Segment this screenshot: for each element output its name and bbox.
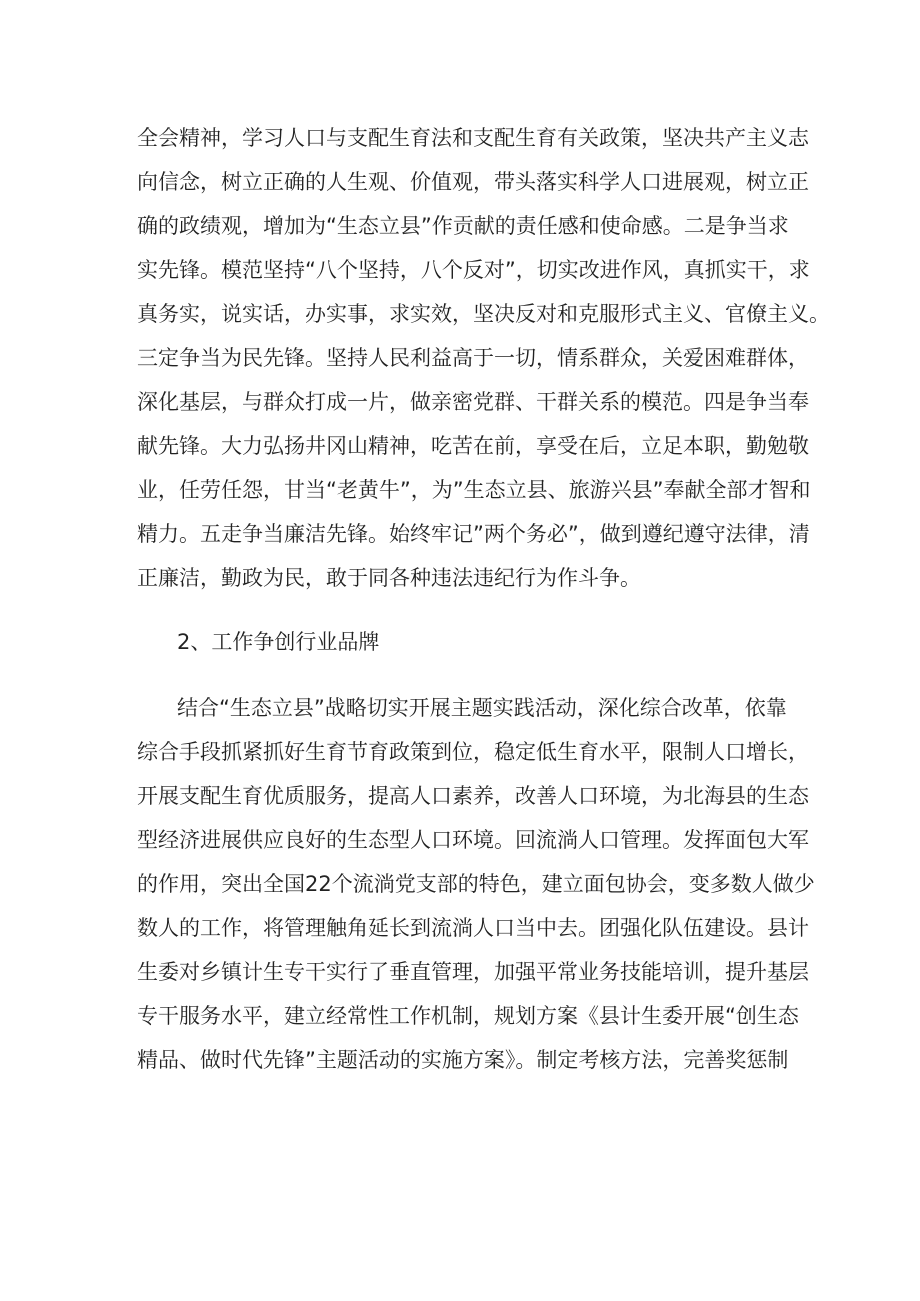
paragraph-pioneer-duties (137, 116, 830, 600)
text-line: 献先锋。大力弘扬井冈山精神，吃苦在前，享受在后，立足本职，勤勉敬 (137, 434, 809, 458)
document-body (137, 116, 830, 1082)
text-line: 业，任劳任怨，甘当“老黄牛”，为”生态立县、旅游兴县”奉献全部才智和 (137, 478, 811, 502)
text-line: 综合手段抓紧抓好生育节育政策到位，稳定低生育水平，限制人口增长， (137, 740, 809, 764)
text-line: 正廉洁，勤政为民，敢于同各种违法违纪行为作斗争。 (137, 566, 641, 590)
text-line: 结合“生态立县”战略切实开展主题实践活动，深化综合改革，依靠 (177, 696, 787, 720)
text-line: 深化基层，与群众打成一片，做亲密党群、干群关系的模范。四是争当奉 (137, 390, 809, 414)
text-line: 开展支配生育优质服务，提高人口素养，改善人口环境，为北海县的生态 (137, 784, 809, 808)
text-line: 型经济进展供应良好的生态型人口环境。回流淌人口管理。发挥面包大军 (137, 828, 809, 852)
text-line: 全会精神，学习人口与支配生育法和支配生育有关政策，坚决共产主义志 (137, 126, 809, 150)
text-line: 的作用，突出全国22个流淌党支部的特色，建立面包协会，变多数人做少 (137, 872, 815, 896)
text-line: 确的政绩观，增加为“生态立县”作贡献的责任感和使命感。二是争当求 (137, 214, 789, 238)
text-line: 精品、做时代先锋”主题活动的实施方案》。制定考核方法，完善奖惩制 (137, 1048, 789, 1072)
paragraph-brand-work (137, 686, 815, 1082)
text-line: 三定争当为民先锋。坚持人民利益高于一切，情系群众，关爱困难群体， (137, 346, 809, 370)
section-heading: 2、工作争创行业品牌 (177, 630, 380, 654)
text-line: 数人的工作，将管理触角延长到流淌人口当中去。团强化队伍建设。县计 (137, 916, 809, 940)
text-line: 专干服务水平，建立经常性工作机制，规划方案《县计生委开展“创生态 (137, 1004, 799, 1028)
text-line: 实先锋。模范坚持“八个坚持，八个反对”，切实改进作风，真抓实干，求 (137, 258, 810, 282)
text-line: 精力。五走争当廉洁先锋。始终牢记”两个务必”，做到遵纪遵守法律，清 (137, 522, 810, 546)
text-line: 向信念，树立正确的人生观、价值观，带头落实科学人口进展观，树立正 (137, 170, 809, 194)
text-line: 生委对乡镇计生专干实行了垂直管理，加强平常业务技能培训，提升基层 (137, 960, 809, 984)
text-line: 真务实，说实话，办实事，求实效，坚决反对和克服形式主义、官僚主义。 (137, 302, 830, 326)
